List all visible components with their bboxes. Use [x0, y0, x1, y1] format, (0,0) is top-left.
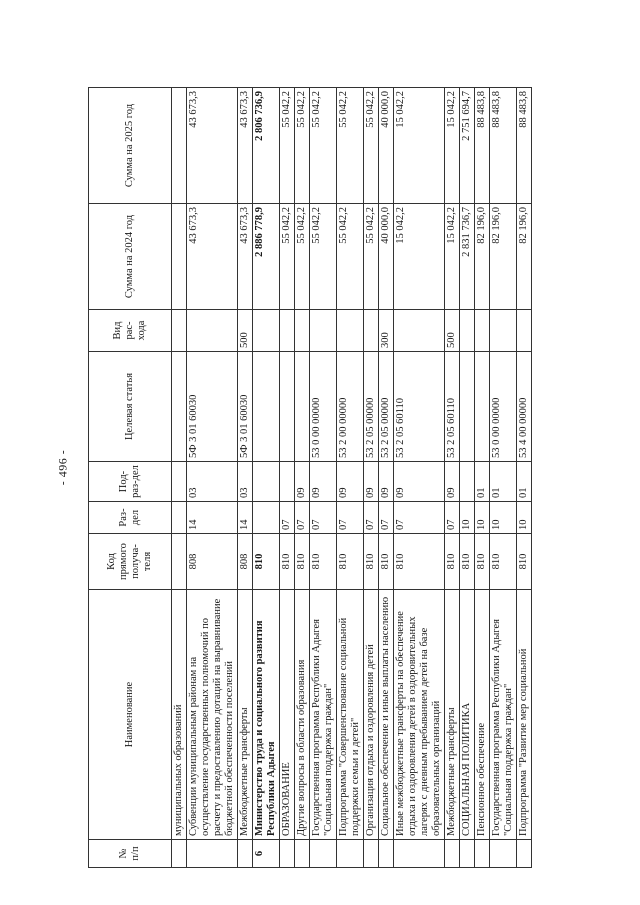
- cell-podrazdel: 09: [379, 462, 394, 502]
- cell-sum2025: 55 042,2: [337, 88, 364, 204]
- table-row: [310, 88, 337, 868]
- table-row: [295, 88, 310, 868]
- cell-code: 810: [490, 534, 517, 590]
- cell-sum2025: 43 673,3: [238, 88, 253, 204]
- table-row: [187, 88, 238, 868]
- cell-razdel: 07: [280, 502, 295, 534]
- cell-vid: [337, 310, 364, 352]
- cell-num: [172, 840, 187, 868]
- cell-target: [172, 352, 187, 462]
- cell-code: 808: [238, 534, 253, 590]
- cell-podrazdel: [280, 462, 295, 502]
- cell-num: [475, 840, 490, 868]
- table-row: [253, 88, 280, 868]
- cell-sum2025: 88 483,8: [517, 88, 532, 204]
- cell-vid: [460, 310, 475, 352]
- cell-target: 53 0 00 00000: [310, 352, 337, 462]
- cell-razdel: 07: [445, 502, 460, 534]
- cell-code: 808: [187, 534, 238, 590]
- cell-sum2025: 55 042,2: [280, 88, 295, 204]
- cell-target: 53 2 05 60110: [445, 352, 460, 462]
- cell-razdel: 10: [475, 502, 490, 534]
- cell-razdel: 10: [460, 502, 475, 534]
- header-vid: Вид рас-хода: [89, 310, 172, 352]
- cell-sum2024: 2 886 778,9: [253, 204, 280, 310]
- cell-sum2025: 88 483,8: [490, 88, 517, 204]
- budget-table: [88, 87, 532, 868]
- cell-name: ОБРАЗОВАНИЕ: [280, 590, 295, 840]
- cell-num: [238, 840, 253, 868]
- cell-razdel: 07: [337, 502, 364, 534]
- table-row: [337, 88, 364, 868]
- cell-target: 53 4 00 00000: [517, 352, 532, 462]
- table-body: [172, 88, 532, 868]
- table-row: [364, 88, 379, 868]
- table-row: [475, 88, 490, 868]
- cell-sum2024: 15 042,2: [394, 204, 445, 310]
- cell-num: 6: [253, 840, 280, 868]
- table-header-row: [89, 88, 172, 868]
- cell-target: [295, 352, 310, 462]
- cell-sum2024: 55 042,2: [364, 204, 379, 310]
- cell-name: Социальное обеспечение и иные выплаты населению: [379, 590, 394, 840]
- cell-razdel: 10: [490, 502, 517, 534]
- header-sum-2025: Сумма на 2025 год: [89, 88, 172, 204]
- cell-sum2024: 43 673,3: [187, 204, 238, 310]
- cell-razdel: 14: [238, 502, 253, 534]
- cell-podrazdel: [253, 462, 280, 502]
- cell-vid: [280, 310, 295, 352]
- header-code: Код прямого получа-теля: [89, 534, 172, 590]
- cell-code: [172, 534, 187, 590]
- table-row: [394, 88, 445, 868]
- cell-sum2025: 2 751 694,7: [460, 88, 475, 204]
- cell-podrazdel: 01: [517, 462, 532, 502]
- cell-vid: [475, 310, 490, 352]
- cell-podrazdel: 01: [475, 462, 490, 502]
- cell-target: 5Ф 3 01 60030: [238, 352, 253, 462]
- cell-sum2025: 15 042,2: [394, 88, 445, 204]
- cell-code: 810: [517, 534, 532, 590]
- table-row: [238, 88, 253, 868]
- cell-num: [445, 840, 460, 868]
- cell-razdel: [172, 502, 187, 534]
- cell-podrazdel: [172, 462, 187, 502]
- cell-sum2025: 40 000,0: [379, 88, 394, 204]
- cell-sum2024: 82 196,0: [475, 204, 490, 310]
- cell-target: [460, 352, 475, 462]
- cell-vid: [253, 310, 280, 352]
- header-razdel: Раз-дел: [89, 502, 172, 534]
- cell-razdel: 07: [379, 502, 394, 534]
- cell-sum2025: 15 042,2: [445, 88, 460, 204]
- cell-vid: [364, 310, 379, 352]
- cell-vid: 500: [445, 310, 460, 352]
- cell-name: Подпрограмма "Совершенствование социальной поддержки семьи и детей": [337, 590, 364, 840]
- cell-sum2024: 55 042,2: [280, 204, 295, 310]
- table-row: [517, 88, 532, 868]
- cell-sum2025: 55 042,2: [364, 88, 379, 204]
- cell-podrazdel: 09: [364, 462, 379, 502]
- header-num: № п/п: [89, 840, 172, 868]
- cell-vid: [295, 310, 310, 352]
- cell-sum2024: 55 042,2: [310, 204, 337, 310]
- cell-target: [475, 352, 490, 462]
- cell-code: 810: [310, 534, 337, 590]
- cell-num: [460, 840, 475, 868]
- page-number: - 496 -: [55, 449, 70, 486]
- header-target: Целевая статья: [89, 352, 172, 462]
- cell-num: [337, 840, 364, 868]
- cell-name: Министерство труда и социального развития Республики Адыгея: [253, 590, 280, 840]
- cell-name: муниципальных образований: [172, 590, 187, 840]
- cell-sum2024: 15 042,2: [445, 204, 460, 310]
- cell-code: 810: [394, 534, 445, 590]
- cell-target: 53 2 00 00000: [337, 352, 364, 462]
- cell-sum2025: 88 483,8: [475, 88, 490, 204]
- cell-podrazdel: 09: [394, 462, 445, 502]
- cell-sum2024: [172, 204, 187, 310]
- cell-num: [187, 840, 238, 868]
- table-row: [280, 88, 295, 868]
- cell-sum2024: 82 196,0: [517, 204, 532, 310]
- cell-razdel: 07: [295, 502, 310, 534]
- table-row: [379, 88, 394, 868]
- cell-name: Пенсионное обеспечение: [475, 590, 490, 840]
- cell-vid: 500: [238, 310, 253, 352]
- cell-razdel: 07: [394, 502, 445, 534]
- cell-vid: [310, 310, 337, 352]
- table-row: [445, 88, 460, 868]
- cell-razdel: [253, 502, 280, 534]
- cell-target: 53 2 05 60110: [394, 352, 445, 462]
- cell-sum2024: 43 673,3: [238, 204, 253, 310]
- header-sum-2024: Сумма на 2024 год: [89, 204, 172, 310]
- cell-vid: [517, 310, 532, 352]
- cell-sum2024: 2 831 736,7: [460, 204, 475, 310]
- cell-sum2025: 2 806 736,9: [253, 88, 280, 204]
- cell-razdel: 14: [187, 502, 238, 534]
- header-name: Наименование: [89, 590, 172, 840]
- cell-podrazdel: 09: [445, 462, 460, 502]
- cell-podrazdel: 03: [187, 462, 238, 502]
- cell-podrazdel: 09: [310, 462, 337, 502]
- table-row: [490, 88, 517, 868]
- cell-name: Субвенции муниципальным районам на осуществление государственных полномочий по расчету и предоставлению дотаций на выравнивание бюджетной обеспеченности поселений: [187, 590, 238, 840]
- cell-target: [253, 352, 280, 462]
- cell-sum2025: 43 673,3: [187, 88, 238, 204]
- cell-sum2024: 55 042,2: [337, 204, 364, 310]
- cell-target: 53 2 05 00000: [379, 352, 394, 462]
- table-row: [460, 88, 475, 868]
- cell-name: Межбюджетные трансферты: [445, 590, 460, 840]
- cell-podrazdel: 09: [337, 462, 364, 502]
- cell-podrazdel: [460, 462, 475, 502]
- cell-razdel: 07: [310, 502, 337, 534]
- cell-podrazdel: 03: [238, 462, 253, 502]
- cell-razdel: 10: [517, 502, 532, 534]
- cell-target: 5Ф 3 01 60030: [187, 352, 238, 462]
- cell-num: [394, 840, 445, 868]
- cell-vid: [394, 310, 445, 352]
- cell-code: 810: [475, 534, 490, 590]
- cell-num: [517, 840, 532, 868]
- cell-name: Межбюджетные трансферты: [238, 590, 253, 840]
- cell-podrazdel: 09: [295, 462, 310, 502]
- cell-sum2024: 82 196,0: [490, 204, 517, 310]
- cell-sum2025: 55 042,2: [310, 88, 337, 204]
- cell-target: 53 0 00 00000: [490, 352, 517, 462]
- cell-num: [280, 840, 295, 868]
- cell-name: Государственная программа Республики Адыгея "Социальная поддержка граждан": [490, 590, 517, 840]
- cell-sum2025: 55 042,2: [295, 88, 310, 204]
- cell-name: Государственная программа Республики Адыгея "Социальная поддержка граждан": [310, 590, 337, 840]
- cell-num: [490, 840, 517, 868]
- cell-vid: [490, 310, 517, 352]
- cell-name: Организация отдыха и оздоровления детей: [364, 590, 379, 840]
- cell-code: 810: [445, 534, 460, 590]
- cell-razdel: 07: [364, 502, 379, 534]
- cell-vid: [187, 310, 238, 352]
- cell-num: [379, 840, 394, 868]
- cell-vid: 300: [379, 310, 394, 352]
- cell-name: СОЦИАЛЬНАЯ ПОЛИТИКА: [460, 590, 475, 840]
- cell-num: [364, 840, 379, 868]
- cell-target: 53 2 05 00000: [364, 352, 379, 462]
- cell-name: Иные межбюджетные трансферты на обеспечение отдыха и оздоровления детей в оздоровительных лагерях с дневным пребыванием детей на базе образовательных организаций: [394, 590, 445, 840]
- cell-vid: [172, 310, 187, 352]
- cell-num: [310, 840, 337, 868]
- cell-num: [295, 840, 310, 868]
- cell-name: Подпрограмма "Развитие мер социальной: [517, 590, 532, 840]
- cell-code: 810: [337, 534, 364, 590]
- cell-target: [280, 352, 295, 462]
- cell-code: 810: [460, 534, 475, 590]
- cell-sum2025: [172, 88, 187, 204]
- cell-code: 810: [253, 534, 280, 590]
- header-podrazdel: Под-раз-дел: [89, 462, 172, 502]
- cell-code: 810: [364, 534, 379, 590]
- cell-code: 810: [379, 534, 394, 590]
- cell-sum2024: 55 042,2: [295, 204, 310, 310]
- table-row: [172, 88, 187, 868]
- rotated-table-wrapper: [88, 88, 558, 868]
- cell-podrazdel: 01: [490, 462, 517, 502]
- cell-name: Другие вопросы в области образования: [295, 590, 310, 840]
- cell-code: 810: [295, 534, 310, 590]
- cell-code: 810: [280, 534, 295, 590]
- cell-sum2024: 40 000,0: [379, 204, 394, 310]
